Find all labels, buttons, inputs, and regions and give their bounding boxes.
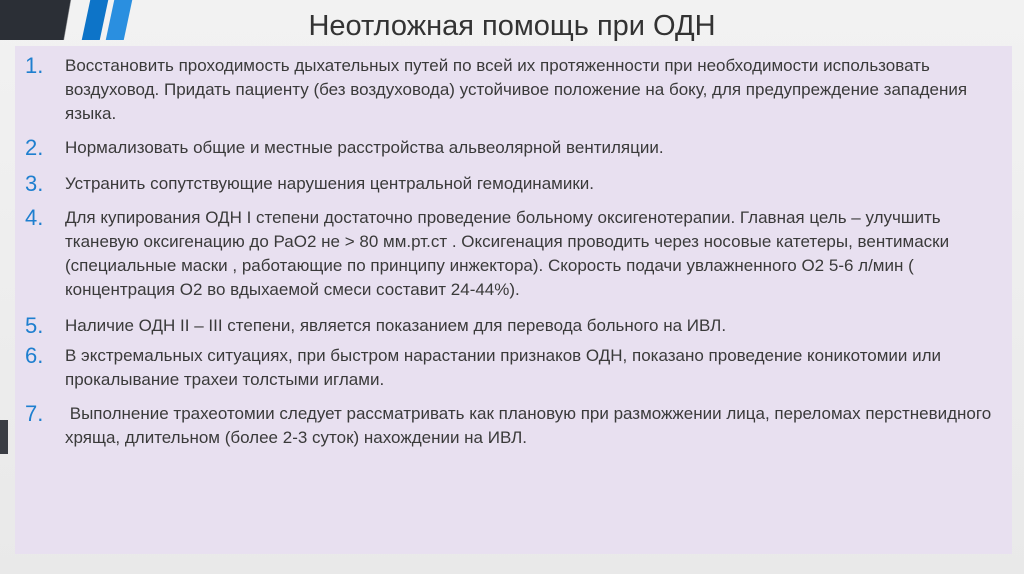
list-item <box>23 344 994 392</box>
content-box <box>15 46 1012 554</box>
list-text: Устранить сопутствующие нарушения центральной гемодинамики. <box>65 174 594 193</box>
list-item <box>23 206 994 302</box>
list-item <box>23 402 994 450</box>
list-number: 6. <box>25 343 44 368</box>
list-item <box>23 136 994 160</box>
slide-title: Неотложная помощь при ОДН <box>308 10 716 42</box>
list-item <box>23 314 994 338</box>
list-text: Выполнение трахеотомии следует рассматривать как плановую при разможжении лица, переломах перстневидного хряща, длительном (более 2-3 суток) нахождении на ИВЛ. <box>65 404 996 447</box>
list-number: 1. <box>25 53 44 78</box>
list-number: 3. <box>25 171 44 196</box>
list-text: Восстановить проходимость дыхательных путей по всей их протяженности при необходимости использовать воздуховод. Придать пациенту (без воздуховода) устойчивое положение на боку, для предупреждение западения языка. <box>65 56 968 123</box>
list-number: 2. <box>25 135 44 160</box>
list-text: Нормализовать общие и местные расстройства альвеолярной вентиляции. <box>65 138 664 157</box>
list-text: В экстремальных ситуациях, при быстром нарастании признаков ОДН, показано проведение коникотомии или прокалывание трахеи толстыми иглами. <box>65 346 942 389</box>
list-item <box>23 54 994 126</box>
list-text: Для купирования ОДН I степени достаточно проведение больному оксигенотерапии. Главная цель – улучшить тканевую оксигенацию до РаО2 не > 80 мм.рт.ст . Оксигенация проводить через носовые катетеры, вентимаски (специальные маски , работающие по принципу инжектора). Скорость подачи увлажненного О2 5-6 л/мин ( концентрация О2 во вдыхаемой смеси составит 24-44%). <box>65 208 950 299</box>
list-number: 7. <box>25 401 44 426</box>
list-number: 4. <box>25 205 44 230</box>
decorative-left-tab <box>0 420 8 454</box>
list-text: Наличие ОДН II – III степени, является показанием для перевода больного на ИВЛ. <box>65 316 727 335</box>
list-item <box>23 172 994 196</box>
numbered-list <box>23 54 994 450</box>
list-number: 5. <box>25 313 44 338</box>
